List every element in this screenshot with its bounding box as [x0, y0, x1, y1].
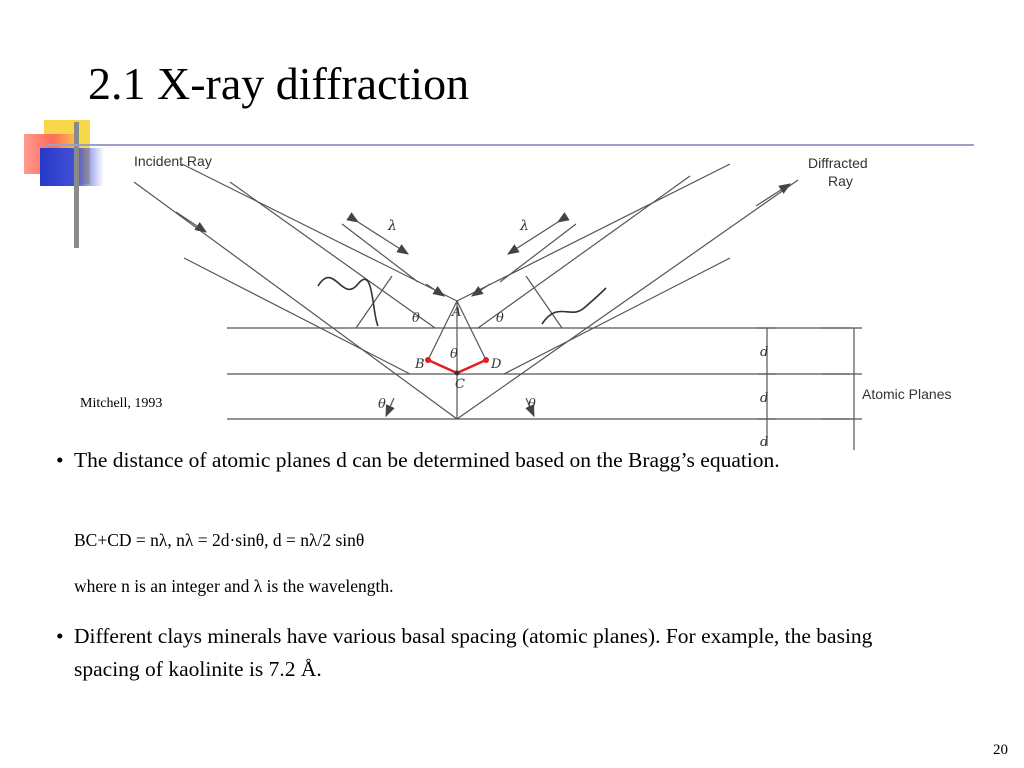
bullet-bragg-equation: [56, 444, 936, 477]
lambda-label-right: λ: [520, 218, 529, 234]
incident-ray-1: [134, 182, 457, 419]
point-d-label: D: [491, 357, 502, 372]
bullet-text: The distance of atomic planes d can be determined based on the Bragg’s equation.: [74, 448, 780, 472]
point-a-label: A: [452, 305, 462, 320]
atomic-planes-label: Atomic Planes: [862, 386, 952, 402]
incident-ray-label: Incident Ray: [134, 153, 212, 169]
lambda-marker-left: [358, 222, 408, 254]
diffracted-ray-3: [478, 176, 690, 328]
theta-label-4: θ: [378, 397, 386, 412]
point-b-label: B: [415, 357, 425, 372]
d-label-3: d: [760, 435, 769, 450]
d-label-2: d: [760, 391, 769, 406]
wavefront-right-1: [500, 224, 576, 282]
page-number: 20: [993, 742, 1008, 758]
decorative-blue-bar: [40, 148, 104, 186]
point-c-label: C: [455, 377, 465, 392]
bragg-diffraction-diagram: [110, 146, 980, 458]
theta-label-2: θ: [496, 311, 504, 326]
theta-label-1: θ: [412, 311, 420, 326]
diffracted-ray-label-2: Ray: [828, 173, 853, 189]
lambda-label-left: λ: [388, 218, 397, 234]
theta-label-5: θ: [528, 397, 536, 412]
diffracted-wave: [542, 288, 606, 324]
incident-ray-3: [230, 182, 435, 328]
d-label-1: d: [760, 345, 769, 360]
decorative-vertical-line: [74, 122, 79, 248]
lambda-marker-right: [508, 222, 558, 254]
bullet-basal-spacing: [56, 620, 936, 686]
bullet-text: Different clays minerals have various basal spacing (atomic planes). For example, the basing spacing of kaolinite is 7.2 Å.: [74, 624, 873, 681]
slide-title: 2.1 X-ray diffraction: [88, 58, 470, 109]
incident-wave: [318, 278, 378, 326]
bullet-marker: •: [56, 448, 64, 472]
formula-note: where n is an integer and λ is the wavelength.: [74, 576, 394, 596]
diffracted-ray-2: [457, 164, 730, 301]
bullet-marker: •: [56, 624, 64, 648]
bragg-formula: BC+CD = nλ, nλ = 2d·sinθ, d = nλ/2 sinθ: [74, 530, 365, 550]
figure-credit: Mitchell, 1993: [80, 396, 163, 411]
theta-label-3: θ: [450, 347, 458, 362]
diffracted-ray-label-1: Diffracted: [808, 155, 868, 171]
diffracted-ray-4: [504, 258, 730, 374]
